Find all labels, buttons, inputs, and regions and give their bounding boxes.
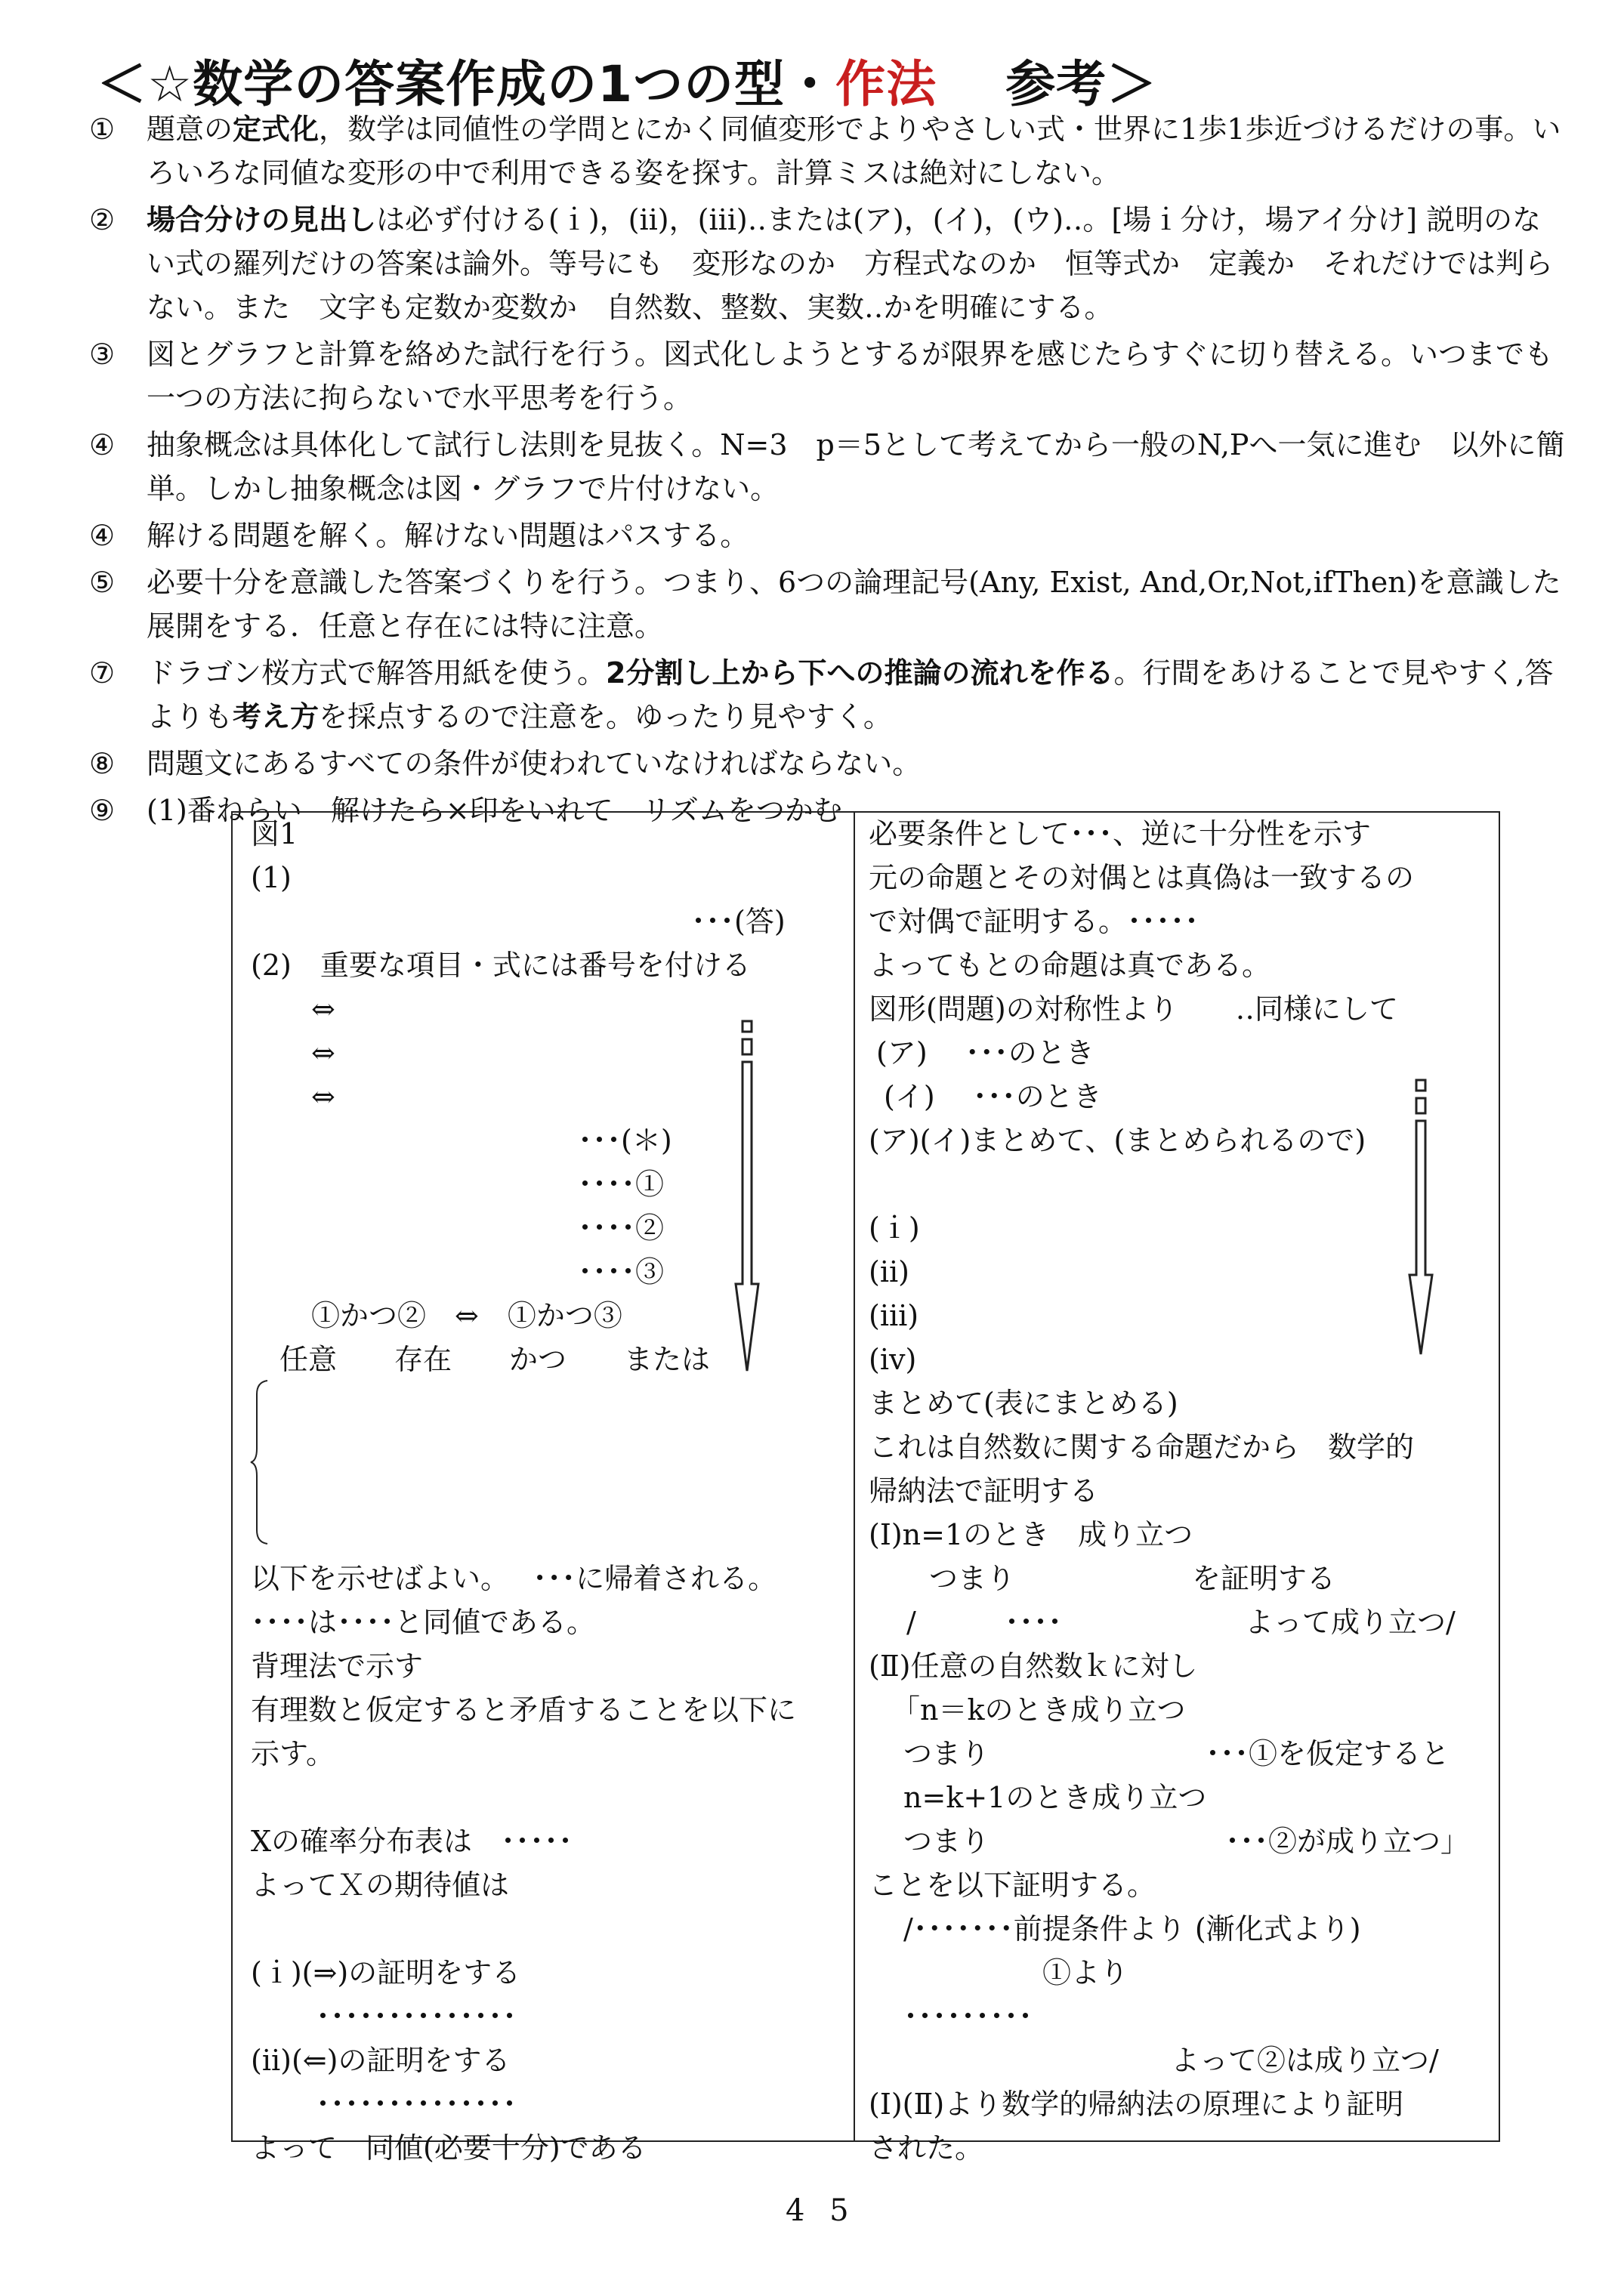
- item-text: (1)番ねらい 解けたら×印をいれて リズムをつかむ: [147, 794, 842, 827]
- page-title: ＜☆数学の答案作成の1つの型・作法 参考＞: [97, 55, 1158, 113]
- guideline-list: [89, 107, 1570, 835]
- guideline-item: [89, 198, 1570, 329]
- guideline-item: [89, 742, 1570, 785]
- right-line: つまり: [903, 1825, 990, 1858]
- left-line: よって 同値(必要十分)である: [251, 2131, 647, 2165]
- right-line: 元の命題とその対偶とは真偽は一致するの: [869, 861, 1415, 894]
- right-line: つまり: [903, 1737, 990, 1770]
- right-line: よって②は成り立つ/: [1171, 2044, 1439, 2077]
- item-text: を採点するので注意を。ゆったり見やすく。: [319, 700, 892, 733]
- item-number: ⑤: [89, 566, 116, 599]
- item-text: 題意の: [147, 113, 233, 146]
- column-divider: [854, 811, 855, 2142]
- case-heading: (ⅳ): [869, 1343, 917, 1376]
- left-line: ････③: [578, 1255, 665, 1288]
- left-line: ･･･(＊): [578, 1124, 672, 1157]
- item-number: ③: [89, 338, 116, 371]
- right-line: ･･･①を仮定すると: [1206, 1737, 1450, 1770]
- right-line: を証明する: [1192, 1562, 1336, 1595]
- item-text: 図とグラフと計算を絡めた試行を行う。図式化しようとするが限界を感じたらすぐに切り替える。いつまでも一つの方法に拘らないで水平思考を行う。: [147, 338, 1554, 415]
- right-line: つまり: [929, 1562, 1016, 1595]
- left-line: (2) 重要な項目・式には番号を付ける: [251, 949, 751, 982]
- item-text: は必ず付ける(ｉ)，(ⅱ)，(ⅲ)‥または(ア)，(イ)，(ウ)‥。[場ｉ分け，場アイ分け] 説明のない式の羅列だけの答案は論外。等号にも 変形なのか 方程式なのか 恒等式か 定義か それだけでは判らない。また 文字も定数か変数か 自然数、整数、実数‥かを明確にする。: [147, 203, 1554, 324]
- item-text: 必要十分を意識した答案づくりを行う。つまり、6つの論理記号(Any, Exist, And,Or,Not,ifThen)を意識した展開をする．任意と存在には特に注意。: [147, 566, 1561, 643]
- equivalence-symbol: ⇔: [311, 1036, 335, 1069]
- equivalence-symbol: ⇔: [311, 992, 335, 1026]
- right-line: ････: [1005, 1606, 1063, 1639]
- right-line: /: [906, 1606, 916, 1639]
- right-line: (Ⅱ)任意の自然数ｋに対し: [869, 1650, 1198, 1683]
- right-line: で対偶で証明する。･････: [869, 905, 1199, 938]
- equivalence-symbol: ⇔: [311, 1080, 335, 1113]
- item-number: ④: [89, 519, 116, 552]
- dotted-line: ･･････････････: [316, 2088, 517, 2121]
- guideline-item: [89, 423, 1570, 511]
- left-line: Xの確率分布表は ･････: [251, 1825, 573, 1858]
- emphasis-text: 場合分けの見出し: [147, 203, 377, 236]
- left-line: よってＸの期待値は: [251, 1869, 510, 1902]
- right-line: これは自然数に関する命題だから 数学的: [869, 1430, 1415, 1464]
- right-line: 「n＝kのとき成り立つ: [891, 1693, 1186, 1727]
- right-line: ･･･②が成り立つ」: [1225, 1825, 1470, 1858]
- down-arrow-icon: [733, 1020, 763, 1375]
- left-line: (1): [251, 861, 292, 894]
- guideline-item: [89, 107, 1570, 195]
- case-heading: (ⅲ): [869, 1299, 919, 1332]
- left-line: ････①: [578, 1168, 665, 1201]
- item-number: ⑨: [89, 794, 116, 827]
- guideline-item: [89, 332, 1570, 420]
- item-text: 抽象概念は具体化して試行し法則を見抜く。N=3 p＝5として考えてから一般のN,Pへ一気に進む 以外に簡単。しかし抽象概念は図・グラフで片付けない。: [147, 428, 1565, 505]
- item-number: ①: [89, 113, 116, 146]
- item-text: ドラゴン桜方式で解答用紙を使う。: [147, 656, 607, 690]
- right-line: ①より: [1042, 1956, 1129, 1989]
- right-line: (Ⅰ)n=1のとき 成り立つ: [869, 1518, 1193, 1551]
- item-text: 問題文にあるすべての条件が使われていなければならない。: [147, 747, 922, 780]
- left-line: 以下を示せばよい。 ･･･に帰着される。: [251, 1562, 777, 1595]
- guideline-item: [89, 560, 1570, 648]
- case-heading: (ｉ): [869, 1211, 920, 1245]
- guideline-item: [89, 651, 1570, 739]
- right-line: 図形(問題)の対称性より ‥同様にして: [869, 992, 1398, 1026]
- right-line: ことを以下証明する。: [869, 1869, 1156, 1902]
- dotted-line: ･････････: [903, 2000, 1033, 2033]
- left-line: ････②: [578, 1211, 665, 1245]
- right-line: 帰納法で証明する: [869, 1474, 1099, 1508]
- right-line: よって成り立つ/: [1245, 1606, 1456, 1639]
- left-line: ････は････と同値である。: [251, 1606, 596, 1639]
- right-line: よってもとの命題は真である。: [869, 949, 1271, 982]
- curly-brace-icon: [249, 1379, 272, 1545]
- left-line: 示す。: [251, 1737, 335, 1770]
- emphasis-text: 考え方: [233, 700, 320, 733]
- item-number: ④: [89, 428, 116, 461]
- right-line: (ア)(イ)まとめて、(まとめられるので): [869, 1124, 1366, 1157]
- right-line: (イ) ･･･のとき: [884, 1080, 1102, 1113]
- left-line: (ｉ)(⇒)の証明をする: [251, 1956, 521, 1989]
- dotted-line: ･･････････････: [316, 2000, 517, 2033]
- right-line: まとめて(表にまとめる): [869, 1387, 1178, 1420]
- right-line: /･･･････前提条件より (漸化式より): [903, 1912, 1361, 1946]
- left-line: 任意 存在 かつ または: [279, 1343, 711, 1376]
- right-line: (Ⅰ)(Ⅱ)より数学的帰納法の原理により証明: [869, 2088, 1404, 2121]
- left-line: (ⅱ)(⇐)の証明をする: [251, 2044, 511, 2077]
- page-number: 4 5: [786, 2193, 857, 2228]
- item-number: ②: [89, 203, 116, 236]
- item-text: 。行間をあけることで見やすく,答よりも: [147, 656, 1554, 733]
- item-number: ⑦: [89, 656, 116, 690]
- emphasis-text: 定式化: [233, 113, 320, 146]
- down-arrow-icon: [1406, 1079, 1437, 1358]
- left-line: ①かつ② ⇔ ①かつ③: [311, 1299, 622, 1332]
- item-text: ，数学は同値性の学問とにかく同値変形でよりやさしい式・世界に1歩1歩近づけるだけの事。いろいろな同値な変形の中で利用できる姿を探す。計算ミスは絶対にしない。: [147, 113, 1561, 190]
- item-text: 解ける問題を解く。解けない問題はパスする。: [147, 519, 749, 552]
- item-number: ⑧: [89, 747, 116, 780]
- right-line: された。: [869, 2131, 984, 2165]
- guideline-item: [89, 514, 1570, 557]
- case-heading: (ⅱ): [869, 1255, 909, 1288]
- right-line: n=k+1のとき成り立つ: [903, 1781, 1207, 1814]
- emphasis-text: 2分割し上から下への推論の流れを作る: [606, 656, 1114, 690]
- left-line: ･･･(答): [691, 905, 786, 938]
- left-line: 有理数と仮定すると矛盾することを以下に: [251, 1693, 797, 1727]
- left-line: 背理法で示す: [251, 1650, 424, 1683]
- right-line: 必要条件として･･･、逆に十分性を示す: [869, 817, 1372, 850]
- figure-label: 図1: [251, 817, 298, 850]
- right-line: (ア) ･･･のとき: [876, 1036, 1095, 1069]
